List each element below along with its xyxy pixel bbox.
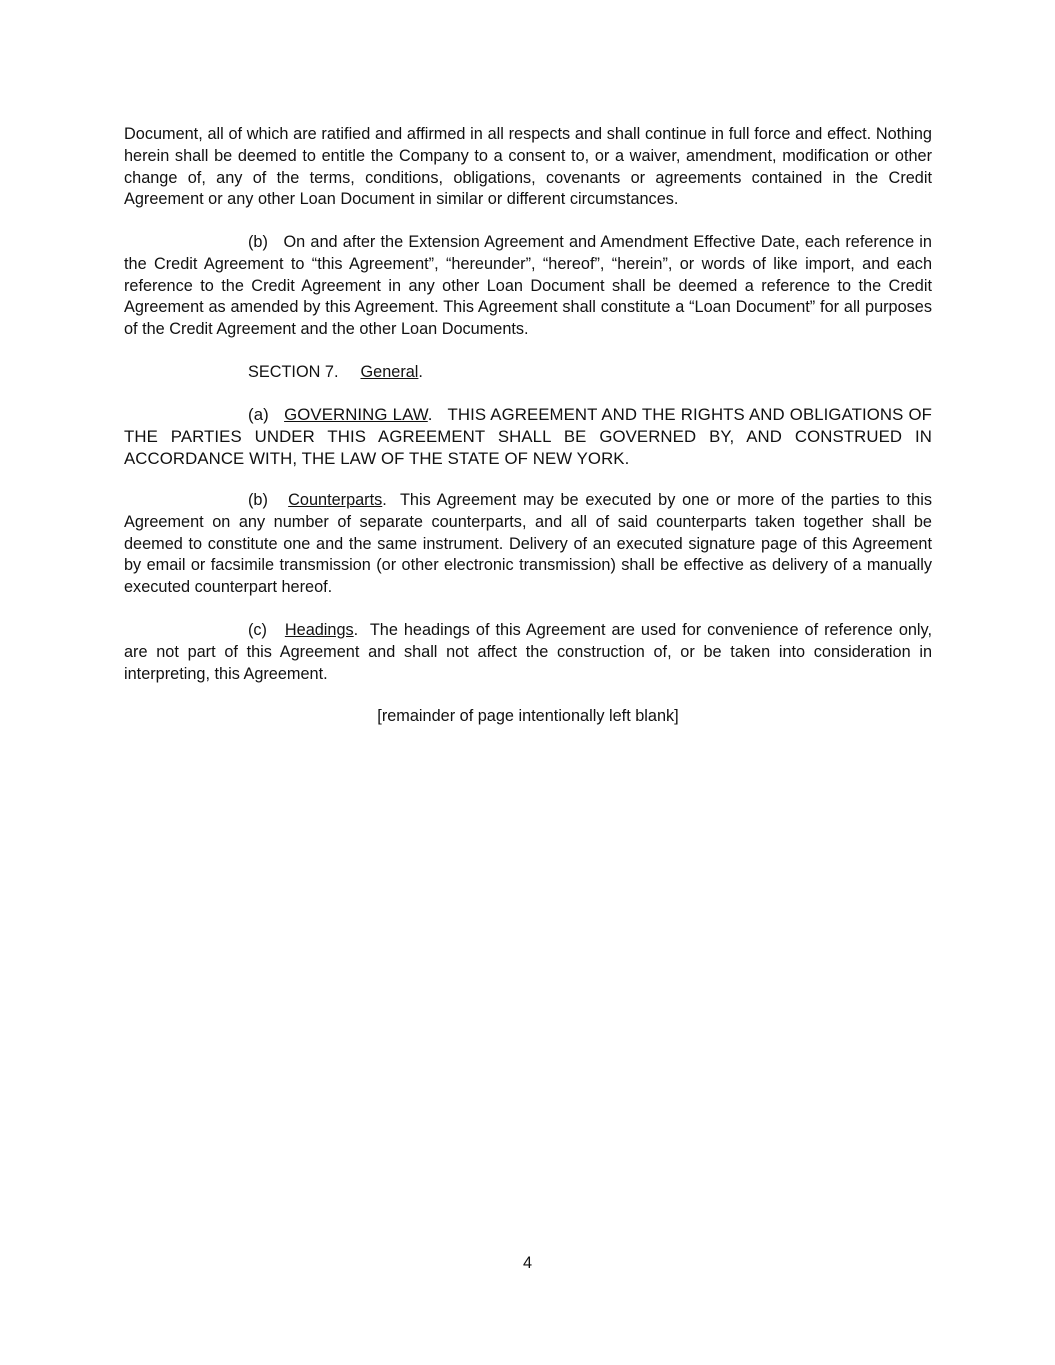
page-number: 4	[522, 1254, 533, 1272]
clause-7c-text: The headings of this Agreement are used for convenience of reference only, are not part of this Agreement and shall not affect the construction of, or be taken into consideration in interpreting, this Agreement.	[124, 621, 933, 683]
clause-6b-label: (b)	[248, 233, 268, 251]
paragraph-continuation-text: Document, all of which are ratified and affirmed in all respects and shall continue in full force and effect. Nothing herein shall be deemed to entitle the Company to a consent to, or a waiver, amendment, modification or other change of, any of the terms, conditions, obligations, covenants or agreements contained in the Credit Agreement or any other Loan Document in similar or different circumstances.	[124, 125, 932, 209]
section-7-title-suffix: .	[418, 363, 423, 381]
clause-7c-heading-suffix: .	[353, 621, 359, 639]
clause-7b-label: (b)	[248, 491, 268, 509]
clause-7b	[124, 490, 932, 599]
section-7-title: General	[360, 363, 419, 381]
section-7-heading	[248, 362, 423, 384]
clause-6b-text: On and after the Extension Agreement and Amendment Effective Date, each reference in the Credit Agreement to “this Agreement”, “hereunder”, “hereof”, “herein”, or words of like import, and each reference to the Credit Agreement in any other Loan Document shall be deemed a reference to the Credit Agreement as amended by this Agreement. This Agreement shall constitute a “Loan Document” for all purposes of the Credit Agreement and the other Loan Documents.	[124, 233, 932, 339]
remainder-note: [remainder of page intentionally left blank]	[377, 707, 679, 725]
clause-7a-heading-suffix: .	[427, 405, 433, 424]
clause-7b-heading: Counterparts	[288, 491, 383, 509]
clause-7a-heading: GOVERNING LAW	[284, 405, 428, 424]
paragraph-continuation	[124, 124, 932, 211]
clause-7a-text: THIS AGREEMENT AND THE RIGHTS AND OBLIGATIONS OF THE PARTIES UNDER THIS AGREEMENT SHALL BE GOVERNED BY, AND CONSTRUED IN ACCORDANCE WITH, THE LAW OF THE STATE OF NEW YORK.	[124, 405, 932, 468]
clause-7c-heading: Headings	[284, 621, 354, 639]
clause-6b	[124, 232, 932, 341]
section-7-number: SECTION 7.	[248, 363, 339, 381]
clause-7a	[124, 404, 932, 469]
clause-7b-text: This Agreement may be executed by one or more of the parties to this Agreement on any number of separate counterparts, and all of said counterparts taken together shall be deemed to constitute one and the same instrument. Delivery of an executed signature page of this Agreement by email or facsimile transmission (or other electronic transmission) shall be effective as delivery of a manually executed counterpart hereof.	[124, 491, 932, 597]
clause-7b-heading-suffix: .	[382, 491, 387, 509]
clause-7c-label: (c)	[248, 621, 267, 639]
clause-7c	[124, 620, 932, 685]
clause-7a-label: (a)	[248, 405, 269, 424]
